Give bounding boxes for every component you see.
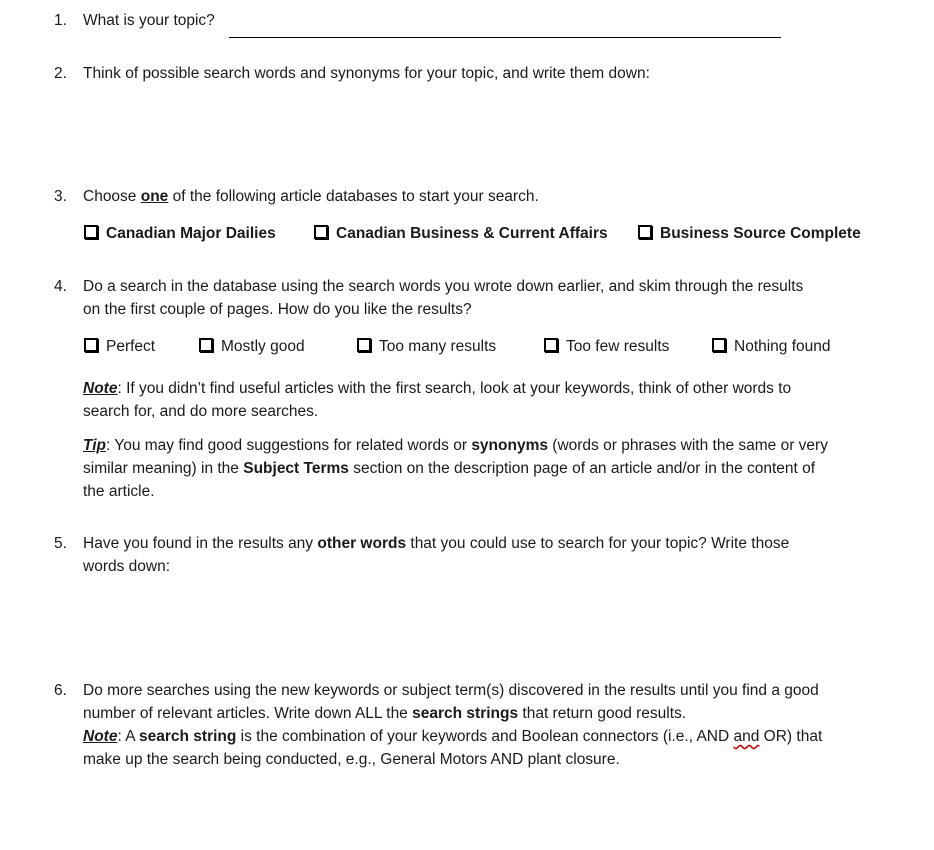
tip-text-c: (words or phrases with the same or very	[547, 437, 828, 454]
tip-text-d: similar meaning) in the	[83, 460, 244, 477]
checkbox-icon[interactable]	[357, 338, 371, 352]
question-5-text	[83, 532, 863, 578]
tip-line-2	[83, 457, 873, 480]
database-option-cbca[interactable]	[314, 222, 608, 245]
note-label: Note	[83, 728, 118, 745]
question-6-note-a: : A	[117, 728, 140, 745]
question-6-line-2	[83, 702, 883, 725]
question-6-note-e: OR) that	[759, 728, 823, 745]
question-2-number: 2.	[54, 65, 67, 82]
question-5-line-2: words down:	[83, 558, 171, 575]
database-option-label: Canadian Major Dailies	[106, 225, 276, 242]
question-4-number: 4.	[54, 278, 67, 295]
question-5-number: 5.	[54, 535, 67, 552]
question-3-text-after: of the following article databases to start your search.	[168, 188, 539, 205]
question-3-text-before: Choose	[83, 188, 141, 205]
database-option-canadian-major-dailies[interactable]	[84, 222, 276, 245]
question-1-number: 1.	[54, 12, 67, 29]
question-6-note-and: and	[733, 728, 760, 745]
result-option-label: Perfect	[106, 338, 156, 355]
tip-line-1	[83, 434, 873, 457]
result-option-perfect[interactable]	[84, 335, 155, 358]
question-5-text-a: Have you found in the results any	[83, 535, 318, 552]
checkbox-icon[interactable]	[84, 225, 98, 239]
tip-subject-terms: Subject Terms	[243, 460, 349, 477]
tip-label: Tip	[83, 437, 106, 454]
checkbox-icon[interactable]	[314, 225, 328, 239]
question-4-tip	[83, 434, 873, 503]
checkbox-icon[interactable]	[199, 338, 213, 352]
question-5-text-c: that you could use to search for your topic? Write those	[406, 535, 790, 552]
question-2-text: Think of possible search words and synonyms for your topic, and write them down:	[83, 65, 650, 82]
note-text-1: : If you didn’t find useful articles with the first search, look at your keywords, think of other words to	[117, 380, 792, 397]
question-1-text: What is your topic?	[83, 12, 215, 29]
question-4-text	[83, 275, 863, 321]
result-option-label: Too many results	[379, 338, 497, 355]
tip-synonyms: synonyms	[471, 437, 548, 454]
database-option-business-source-complete[interactable]	[638, 222, 861, 245]
question-4-line-2: on the first couple of pages. How do you like the results?	[83, 301, 472, 318]
question-3-emphasis: one	[140, 188, 169, 205]
tip-line-3: the article.	[83, 483, 155, 500]
tip-text-f: section on the description page of an article and/or in the content of	[348, 460, 816, 477]
question-5-line-1	[83, 532, 863, 555]
question-6-text	[83, 679, 883, 771]
result-option-label: Too few results	[566, 338, 670, 355]
question-4-line-1: Do a search in the database using the search words you wrote down earlier, and skim through the results	[83, 278, 804, 295]
note-line-1	[83, 377, 863, 400]
result-option-too-many[interactable]	[357, 335, 496, 358]
result-option-too-few[interactable]	[544, 335, 669, 358]
question-6-search-strings: search strings	[412, 705, 519, 722]
checkbox-icon[interactable]	[638, 225, 652, 239]
topic-answer-line[interactable]	[229, 37, 781, 38]
result-option-label: Mostly good	[221, 338, 305, 355]
question-6-text-2c: that return good results.	[518, 705, 687, 722]
note-label: Note	[83, 380, 118, 397]
question-6-number: 6.	[54, 682, 67, 699]
question-6-line-4: make up the search being conducted, e.g., General Motors AND plant closure.	[83, 751, 620, 768]
database-option-label: Canadian Business & Current Affairs	[336, 225, 608, 242]
question-6-note	[83, 725, 883, 748]
question-3-text	[83, 185, 863, 208]
question-3-number: 3.	[54, 188, 67, 205]
note-line-2: search for, and do more searches.	[83, 403, 319, 420]
question-6-line-1: Do more searches using the new keywords or subject term(s) discovered in the results until you find a good	[83, 682, 819, 699]
tip-text-a: : You may find good suggestions for related words or	[105, 437, 472, 454]
result-option-label: Nothing found	[734, 338, 831, 355]
result-option-nothing-found[interactable]	[712, 335, 831, 358]
question-5-other-words: other words	[317, 535, 407, 552]
question-6-search-string: search string	[139, 728, 237, 745]
question-6-note-c: is the combination of your keywords and Boolean connectors (i.e., AND	[236, 728, 734, 745]
question-4-note	[83, 377, 863, 423]
database-option-label: Business Source Complete	[660, 225, 861, 242]
checkbox-icon[interactable]	[84, 338, 98, 352]
question-6-text-2a: number of relevant articles. Write down ALL the	[83, 705, 413, 722]
checkbox-icon[interactable]	[544, 338, 558, 352]
checkbox-icon[interactable]	[712, 338, 726, 352]
result-option-mostly-good[interactable]	[199, 335, 305, 358]
